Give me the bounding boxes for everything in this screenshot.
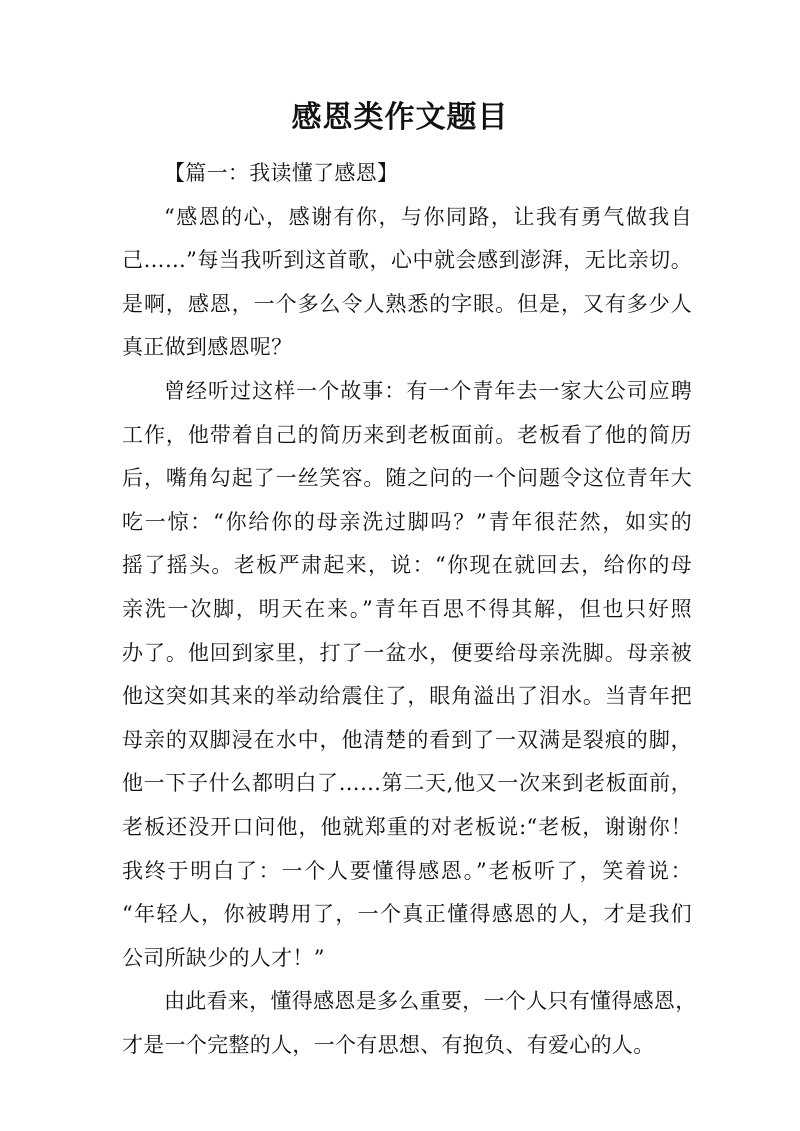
paragraph-line: 由此看来，懂得感恩是多么重要，一个人只有懂得感恩， xyxy=(164,989,697,1014)
paragraph-line: 我终于明白了：一个人要懂得感恩。”老板听了，笑着说： xyxy=(122,858,692,883)
paragraph-1 xyxy=(122,196,692,370)
paragraph-line: 摇了摇头。老板严肃起来，说：“你现在就回去，给你的母 xyxy=(122,553,692,578)
paragraph-line: 亲洗一次脚，明天在来。”青年百思不得其解，但也只好照 xyxy=(122,596,692,621)
paragraph-line: “感恩的心，感谢有你，与你同路，让我有勇气做我自 xyxy=(164,204,692,229)
paragraph-line: 他这突如其来的举动给震住了，眼角溢出了泪水。当青年把 xyxy=(122,684,692,709)
paragraph-line: 老板还没开口问他，他就郑重的对老板说:“老板，谢谢你！ xyxy=(122,814,692,839)
paragraph-line: 真正做到感恩呢？ xyxy=(122,335,293,360)
paragraph-line: 才是一个完整的人，一个有思想、有抱负、有爱心的人。 xyxy=(122,1032,655,1057)
paragraph-line: 己……”每当我听到这首歌，心中就会感到澎湃，无比亲切。 xyxy=(122,248,692,273)
section-heading: 【篇一：我读懂了感恩】 xyxy=(164,161,399,185)
paragraph-line: 母亲的双脚浸在水中，他清楚的看到了一双满是裂痕的脚， xyxy=(122,727,692,752)
paragraph-line: 后，嘴角勾起了一丝笑容。随之问的一个问题令这位青年大 xyxy=(122,466,692,491)
paragraph-line: 工作，他带着自己的简历来到老板面前。老板看了他的简历 xyxy=(122,422,692,447)
paragraph-line: “年轻人，你被聘用了，一个真正懂得感恩的人，才是我们 xyxy=(122,902,692,927)
paragraph-line: 办了。他回到家里，打了一盆水，便要给母亲洗脚。母亲被 xyxy=(122,640,692,665)
paragraph-line: 公司所缺少的人才！” xyxy=(122,945,325,970)
paragraph-line: 他一下子什么都明白了……第二天,他又一次来到老板面前， xyxy=(122,771,692,796)
paragraph-line: 吃一惊：“你给你的母亲洗过脚吗？”青年很茫然，如实的 xyxy=(122,509,692,534)
paragraph-3 xyxy=(122,980,697,1067)
document-body xyxy=(122,152,697,1067)
paragraph-line: 是啊，感恩，一个多么令人熟悉的字眼。但是，又有多少人 xyxy=(122,291,692,316)
paragraph-2 xyxy=(122,370,692,980)
paragraph-line: 曾经听过这样一个故事：有一个青年去一家大公司应聘 xyxy=(164,378,692,403)
document-title: 感恩类作文题目 xyxy=(291,100,509,135)
